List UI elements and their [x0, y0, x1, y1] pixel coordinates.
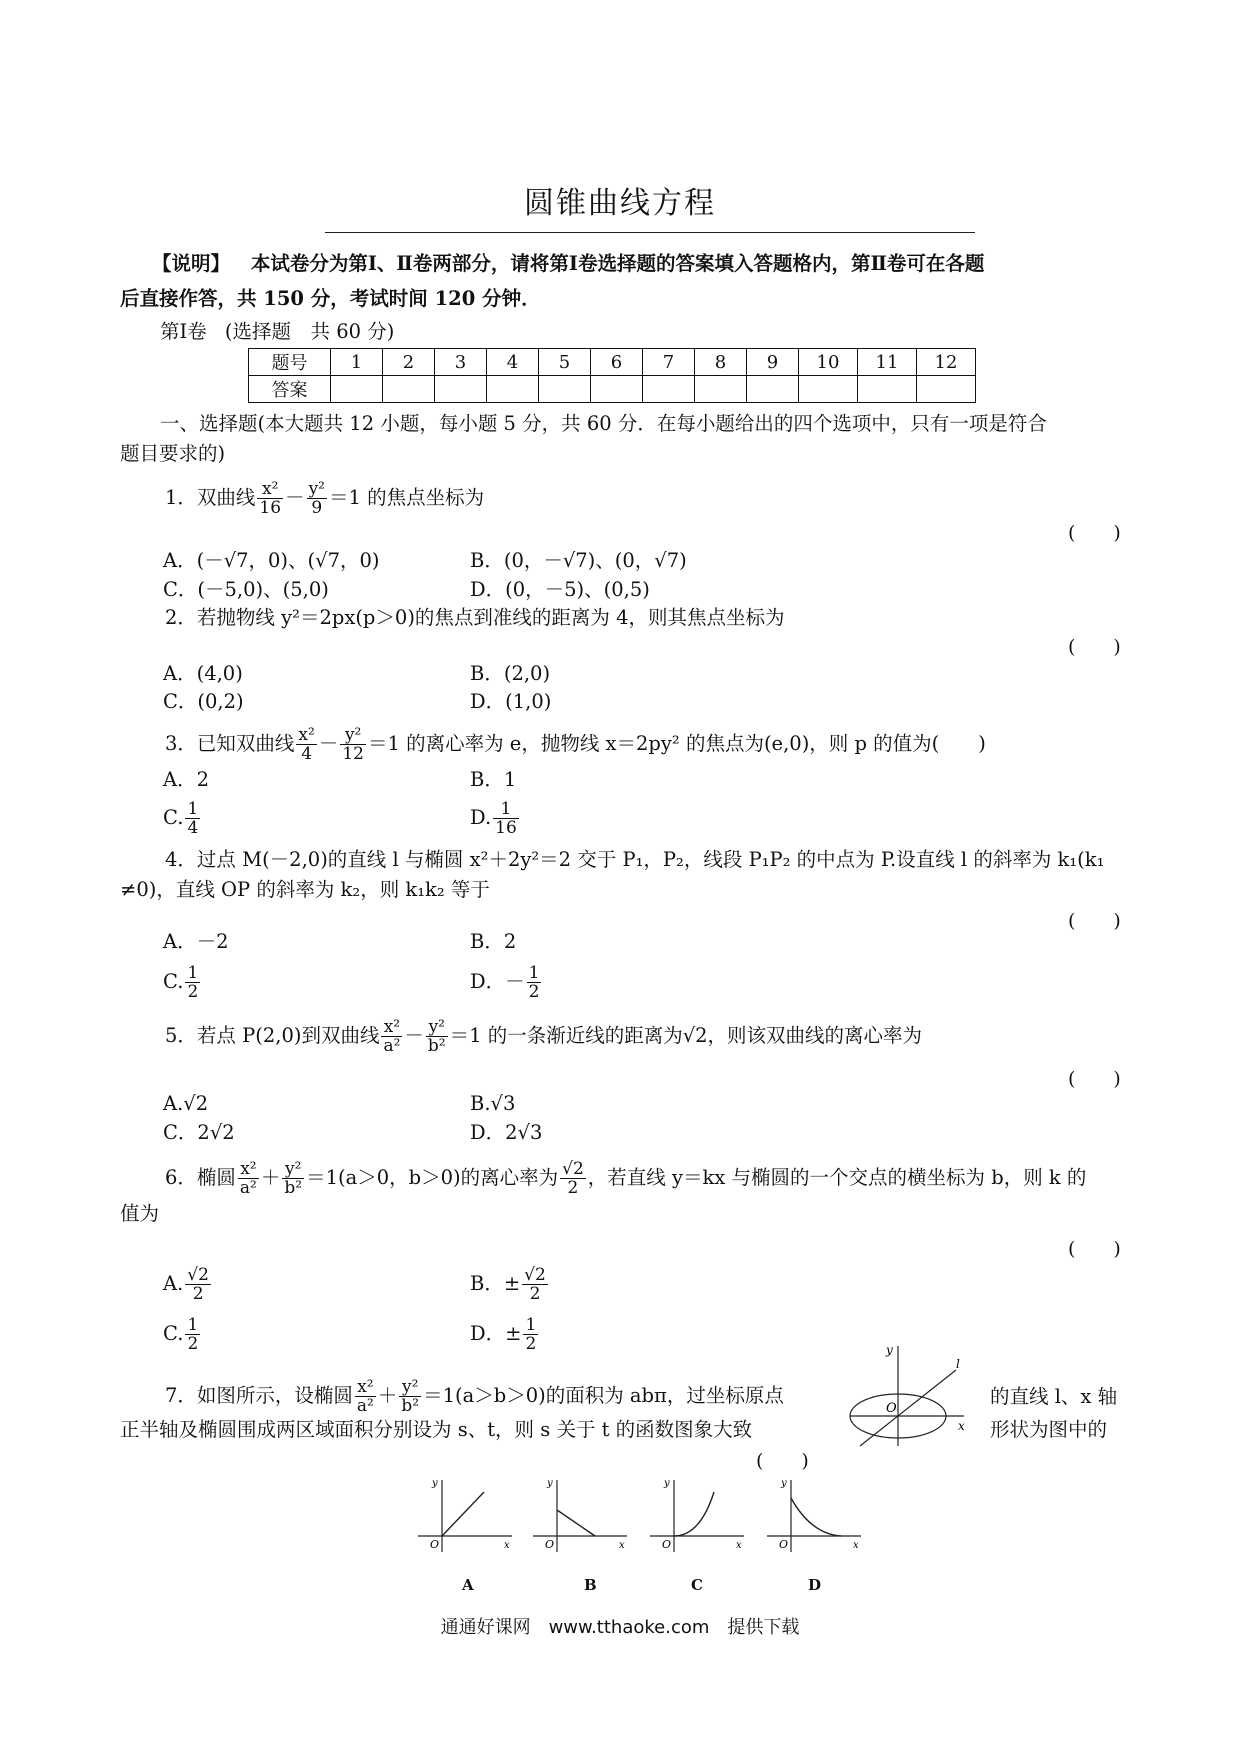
- answer-paren-q5: ( ): [1068, 1068, 1121, 1090]
- answer-cell[interactable]: [435, 376, 487, 403]
- table-cell-number: 5: [539, 349, 591, 376]
- answer-cell[interactable]: [487, 376, 539, 403]
- table-cell-number: 9: [747, 349, 799, 376]
- q6-option-d: D．± $\frac{1}{2}$: [470, 1315, 537, 1354]
- question-4-line-2: ≠0)，直线 OP 的斜率为 k₂，则 k₁k₂ 等于: [120, 878, 490, 901]
- q1-option-b: B．(0，－√7)、(0，√7): [470, 549, 687, 572]
- answer-cell[interactable]: [331, 376, 383, 403]
- x-axis-label: x: [958, 1419, 965, 1433]
- footer-text[interactable]: 通通好课网 www.tthaoke.com 提供下载: [440, 1617, 800, 1638]
- answer-cell[interactable]: [799, 376, 858, 403]
- y-axis-label: y: [781, 1478, 787, 1489]
- x-axis-label: x: [619, 1540, 625, 1551]
- answer-paren-q6: ( ): [1068, 1238, 1121, 1260]
- table-header-number: 题号: [249, 349, 331, 376]
- table-cell-number: 10: [799, 349, 858, 376]
- fraction: $\frac{\text{x²}}{\text{a²}}$: [383, 1017, 401, 1056]
- q4-option-c: C. $\frac{1}{2}$: [163, 963, 199, 1002]
- x-axis-label: x: [504, 1540, 510, 1551]
- y-axis-label: y: [547, 1478, 553, 1489]
- question-6-line-2: 值为: [120, 1202, 160, 1225]
- q2-option-b: B．(2,0): [470, 662, 551, 685]
- fraction: $\frac{\text{y²}}{\text{b²}}$: [284, 1159, 303, 1198]
- q1-option-d: D．(0，－5)、(0,5): [470, 578, 650, 601]
- y-axis-label: y: [432, 1478, 438, 1489]
- graph-option-c: [648, 1476, 748, 1556]
- origin-label: O: [430, 1538, 440, 1551]
- origin-label: O: [662, 1538, 672, 1551]
- table-cell-number: 11: [858, 349, 917, 376]
- fraction: $\frac{\text{y²}}{\text{b²}}$: [401, 1377, 420, 1416]
- fraction: $\frac{1}{16}$: [495, 799, 517, 838]
- q6-option-c: C. $\frac{1}{2}$: [163, 1315, 199, 1354]
- table-cell-number: 6: [591, 349, 643, 376]
- section-heading-1: 一、选择题(本大题共 12 小题，每小题 5 分，共 60 分．在每小题给出的四个选项中，只有一项是符合: [160, 412, 1047, 435]
- graph-option-d: [765, 1476, 865, 1556]
- origin-label: O: [779, 1538, 789, 1551]
- answer-paren-q7: ( ): [756, 1450, 809, 1472]
- q4-option-b: B．2: [470, 930, 517, 953]
- part1-desc: (选择题 共 60 分): [224, 320, 395, 343]
- q2-option-d: D．(1,0): [470, 690, 552, 713]
- fraction: $\frac{\text{x²}}{\text{a²}}$: [239, 1159, 257, 1198]
- question-1: 1．双曲线 $\frac{\text{x²}}{16}$ － $\frac{\text{y²}}{9}$ ＝1 的焦点坐标为: [165, 479, 485, 518]
- fraction: $\frac{1}{2}$: [525, 1315, 537, 1354]
- question-2: 2．若抛物线 y²＝2px(p＞0)的焦点到准线的距离为 4，则其焦点坐标为: [165, 606, 785, 629]
- fraction: $\frac{\text{x²}}{4}$: [298, 725, 315, 764]
- question-4-line-1: 4．过点 M(－2,0)的直线 l 与椭圆 x²＋2y²＝2 交于 P₁，P₂，线段 P₁P₂ 的中点为 P.设直线 l 的斜率为 k₁(k₁: [165, 848, 1105, 871]
- q1-option-a: A．(－√7，0)、(√7，0): [163, 549, 380, 572]
- q6-option-a: A. $\frac{√2}{2}$: [163, 1265, 209, 1304]
- q3-option-d: D. $\frac{1}{16}$: [470, 799, 517, 838]
- line-l: [860, 1370, 956, 1446]
- x-axis-label: x: [736, 1540, 742, 1551]
- answer-cell[interactable]: [643, 376, 695, 403]
- table-cell-number: 8: [695, 349, 747, 376]
- x-axis-label: x: [853, 1540, 859, 1551]
- question-7-line-2: 正半轴及椭圆围成两区域面积分别设为 s、t，则 s 关于 t 的函数图象大致: [120, 1418, 753, 1441]
- part1-label: 第Ⅰ卷: [160, 320, 207, 343]
- fraction: $\frac{√2}{2}$: [187, 1265, 209, 1304]
- q4-option-d: D．－ $\frac{1}{2}$: [470, 963, 540, 1002]
- fraction: $\frac{\text{y²}}{9}$: [308, 479, 325, 518]
- fraction: $\frac{√2}{2}$: [524, 1265, 546, 1304]
- graph-curve: [442, 1492, 484, 1536]
- answer-paren-q2: ( ): [1068, 636, 1121, 658]
- table-cell-number: 12: [917, 349, 976, 376]
- origin-label: O: [545, 1538, 555, 1551]
- graph-option-b: [531, 1476, 631, 1556]
- ellipse-diagram: [846, 1340, 970, 1450]
- answer-cell[interactable]: [591, 376, 643, 403]
- fraction: $\frac{1}{2}$: [187, 963, 199, 1002]
- table-cell-number: 1: [331, 349, 383, 376]
- section-heading-2: 题目要求的): [120, 442, 226, 465]
- question-7-right-2: 形状为图中的: [990, 1418, 1108, 1441]
- graph-label-c: C: [691, 1576, 703, 1594]
- q2-option-a: A．(4,0): [163, 662, 243, 685]
- q4-option-a: A．－2: [163, 930, 229, 953]
- answer-cell[interactable]: [539, 376, 591, 403]
- table-cell-number: 3: [435, 349, 487, 376]
- note-label: 【说明】: [152, 252, 231, 275]
- fraction: $\frac{\text{y²}}{\text{b²}}$: [427, 1017, 446, 1056]
- part1-heading: [160, 318, 394, 346]
- note-text-1: 本试卷分为第Ⅰ、Ⅱ卷两部分，请将第Ⅰ卷选择题的答案填入答题格内，第Ⅱ卷可在各题: [250, 252, 985, 275]
- q5-option-c: C．2√2: [163, 1121, 235, 1144]
- note-line-1: [152, 250, 984, 278]
- answer-table-row-numbers: [249, 349, 976, 376]
- q3-option-a: A．2: [163, 768, 209, 791]
- answer-cell[interactable]: [917, 376, 976, 403]
- question-7: 7．如图所示，设椭圆 $\frac{\text{x²}}{\text{a²}}$ ＋ $\frac{\text{y²}}{\text{b²}}$ ＝1(a＞b＞0)的面积为 abπ，过坐标原点: [165, 1377, 784, 1416]
- q5-option-a: A.√2: [163, 1092, 209, 1115]
- answer-cell[interactable]: [695, 376, 747, 403]
- fraction: $\frac{1}{4}$: [187, 799, 199, 838]
- fraction: $\frac{√2}{2}$: [562, 1159, 584, 1198]
- title-underline: [325, 232, 975, 233]
- question-5: 5．若点 P(2,0)到双曲线 $\frac{\text{x²}}{\text{a²}}$ － $\frac{\text{y²}}{\text{b²}}$ ＝1 的一条渐近线的距离为√2，则该双曲线的离心率为: [165, 1017, 923, 1056]
- graph-curve: [791, 1498, 841, 1536]
- question-3: 3．已知双曲线 $\frac{\text{x²}}{4}$ － $\frac{\text{y²}}{12}$ ＝1 的离心率为 e，抛物线 x＝2py² 的焦点为(e,0)，则 p 的值为( ): [165, 725, 986, 764]
- graph-label-b: B: [584, 1576, 597, 1594]
- graph-label-d: D: [808, 1576, 822, 1594]
- graph-option-a: [416, 1476, 516, 1556]
- q1-option-c: C．(－5,0)、(5,0): [163, 578, 329, 601]
- q3-option-b: B．1: [470, 768, 517, 791]
- q5-option-b: B.√3: [470, 1092, 516, 1115]
- answer-cell[interactable]: [383, 376, 435, 403]
- fraction: $\frac{1}{2}$: [528, 963, 540, 1002]
- note-line-2: 后直接作答，共 150 分，考试时间 120 分钟．: [120, 287, 541, 310]
- question-7-right-1: 的直线 l、x 轴: [990, 1385, 1118, 1408]
- table-header-answer: 答案: [249, 376, 331, 403]
- fraction: $\frac{\text{x²}}{16}$: [259, 479, 282, 518]
- table-cell-number: 4: [487, 349, 539, 376]
- y-axis-label: y: [664, 1478, 670, 1489]
- q3-option-c: C. $\frac{1}{4}$: [163, 799, 199, 838]
- question-6: 6．椭圆 $\frac{\text{x²}}{\text{a²}}$ ＋ $\frac{\text{y²}}{\text{b²}}$ ＝1(a＞0，b＞0)的离心率为 $\frac{√2}{2}$ ，若直线 y＝kx 与椭圆的一个交点的横坐标为 b，则 k 的: [165, 1159, 1087, 1198]
- q5-option-d: D．2√3: [470, 1121, 543, 1144]
- answer-cell[interactable]: [747, 376, 799, 403]
- answer-table: [248, 348, 976, 403]
- graph-curve: [674, 1492, 714, 1536]
- graph-label-a: A: [462, 1576, 474, 1594]
- line-l-label: l: [956, 1357, 960, 1371]
- page-title: 圆锥曲线方程: [524, 186, 716, 221]
- answer-cell[interactable]: [858, 376, 917, 403]
- table-cell-number: 2: [383, 349, 435, 376]
- table-cell-number: 7: [643, 349, 695, 376]
- origin-label: O: [886, 1401, 897, 1416]
- answer-paren-q4: ( ): [1068, 910, 1121, 932]
- fraction: $\frac{1}{2}$: [187, 1315, 199, 1354]
- fraction: $\frac{\text{y²}}{12}$: [342, 725, 364, 764]
- answer-paren-q1: ( ): [1068, 522, 1121, 544]
- fraction: $\frac{\text{x²}}{\text{a²}}$: [356, 1377, 374, 1416]
- graph-curve: [557, 1510, 595, 1536]
- q6-option-b: B．± $\frac{√2}{2}$: [470, 1265, 546, 1304]
- y-axis-label: y: [886, 1343, 893, 1357]
- answer-table-row-answers: [249, 376, 976, 403]
- q2-option-c: C．(0,2): [163, 690, 244, 713]
